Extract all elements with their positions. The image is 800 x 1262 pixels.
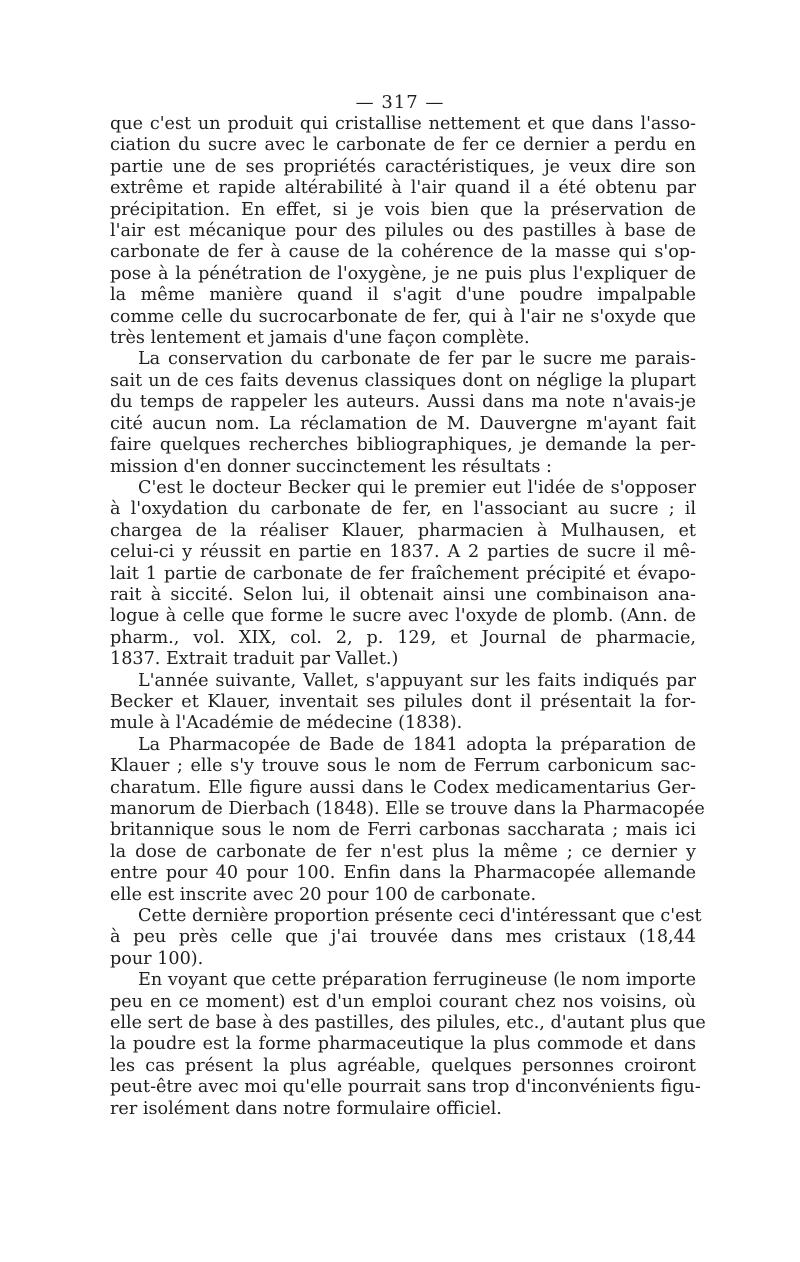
text-line: à peu près celle que j'ai trouvée dans mes cristaux (18,44 — [110, 927, 696, 948]
text-line: 1837. Extrait traduit par Vallet.) — [110, 649, 399, 670]
text-line: pour 100). — [110, 948, 204, 969]
text-line: partie une de ses propriétés caractéristiques, je veux dire son — [110, 156, 696, 177]
text-line: l'air est mécanique pour des pilules ou des pastilles à base de — [110, 221, 696, 242]
text-line: Cette dernière proportion présente ceci d'intéressant que c'est — [138, 906, 702, 927]
text-line: extrême et rapide altérabilité à l'air quand il a été obtenu par — [110, 178, 696, 199]
text-line: très lentement et jamais d'une façon complète. — [110, 328, 530, 349]
text-line: La conservation du carbonate de fer par le sucre me parais- — [138, 349, 696, 370]
text-line: la poudre est la forme pharmaceutique la plus commode et dans — [110, 1034, 696, 1055]
text-line: En voyant que cette préparation ferrugineuse (le nom importe — [138, 970, 696, 991]
text-line: mule à l'Académie de médecine (1838). — [110, 713, 463, 734]
text-line: comme celle du sucrocarbonate de fer, qui à l'air ne s'oxyde que — [110, 306, 696, 327]
page-number: — 317 — — [355, 92, 445, 113]
text-line: du temps de rappeler les auteurs. Aussi dans ma note n'avais-je — [110, 392, 696, 413]
text-line: la dose de carbonate de fer n'est plus la même ; ce dernier y — [110, 841, 696, 862]
text-line: britannique sous le nom de Ferri carbonas saccharata ; mais ici — [110, 820, 696, 841]
text-line: carbonate de fer à cause de la cohérence de la masse qui s'op- — [110, 242, 696, 263]
text-line: manorum de Dierbach (1848). Elle se trouve dans la Pharmacopée — [110, 799, 705, 819]
text-line: rait à siccité. Selon lui, il obtenait ainsi une combinaison ana- — [110, 584, 696, 605]
text-line: elle est inscrite avec 20 pour 100 de carbonate. — [110, 884, 537, 905]
text-line: pose à la pénétration de l'oxygène, je ne puis plus l'expliquer de — [110, 263, 696, 284]
text-line: chargea de la réaliser Klauer, pharmacien à Mulhausen, et — [110, 520, 696, 541]
text-line: cité aucun nom. La réclamation de M. Dauvergne m'ayant fait — [110, 413, 696, 434]
text-line: que c'est un produit qui cristallise nettement et que dans l'asso- — [110, 114, 696, 134]
text-line: les cas présent la plus agréable, quelques personnes croiront — [110, 1055, 696, 1076]
text-line: faire quelques recherches bibliographiques, je demande la per- — [110, 435, 696, 456]
text-line: précipitation. En effet, si je vois bien que la préservation de — [110, 199, 696, 220]
text-line: celui-ci y réussit en partie en 1837. A 2 parties de sucre il mê- — [110, 542, 696, 563]
text-line: peu en ce moment) est d'un emploi courant chez nos voisins, où — [110, 991, 696, 1012]
text-line: ciation du sucre avec le carbonate de fer ce dernier a perdu en — [110, 135, 696, 156]
text-line: pharm., vol. XIX, col. 2, p. 129, et Journal de pharmacie, — [110, 627, 696, 648]
text-line: Klauer ; elle s'y trouve sous le nom de Ferrum carbonicum sac- — [110, 756, 696, 777]
text-line: Becker et Klauer, inventait ses pilules dont il présentait la for- — [110, 691, 696, 712]
text-line: peut-être avec moi qu'elle pourrait sans trop d'inconvénients figu- — [110, 1077, 701, 1098]
text-line: L'année suivante, Vallet, s'appuyant sur les faits indiqués par — [138, 670, 696, 691]
text-line: lait 1 partie de carbonate de fer fraîchement précipité et évapo- — [110, 563, 696, 584]
text-line: La Pharmacopée de Bade de 1841 adopta la préparation de — [138, 734, 696, 755]
text-line: à l'oxydation du carbonate de fer, en l'associant au sucre ; il — [110, 499, 696, 520]
text-line: C'est le docteur Becker qui le premier eut l'idée de s'opposer — [138, 477, 696, 498]
text-line: logue à celle que forme le sucre avec l'oxyde de plomb. (Ann. de — [110, 606, 696, 627]
text-line: rer isolément dans notre formulaire officiel. — [110, 1098, 502, 1119]
text-line: la même manière quand il s'agit d'une poudre impalpable — [110, 285, 696, 306]
text-line: entre pour 40 pour 100. Enfin dans la Pharmacopée allemande — [110, 863, 696, 884]
body-text — [110, 114, 706, 1120]
text-line: elle sert de base à des pastilles, des pilules, etc., d'autant plus que — [110, 1013, 706, 1034]
text-line: charatum. Elle figure aussi dans le Codex medicamentarius Ger- — [110, 777, 696, 798]
text-line: mission d'en donner succinctement les résultats : — [110, 456, 552, 477]
text-line: sait un de ces faits devenus classiques dont on néglige la plupart — [110, 370, 696, 391]
